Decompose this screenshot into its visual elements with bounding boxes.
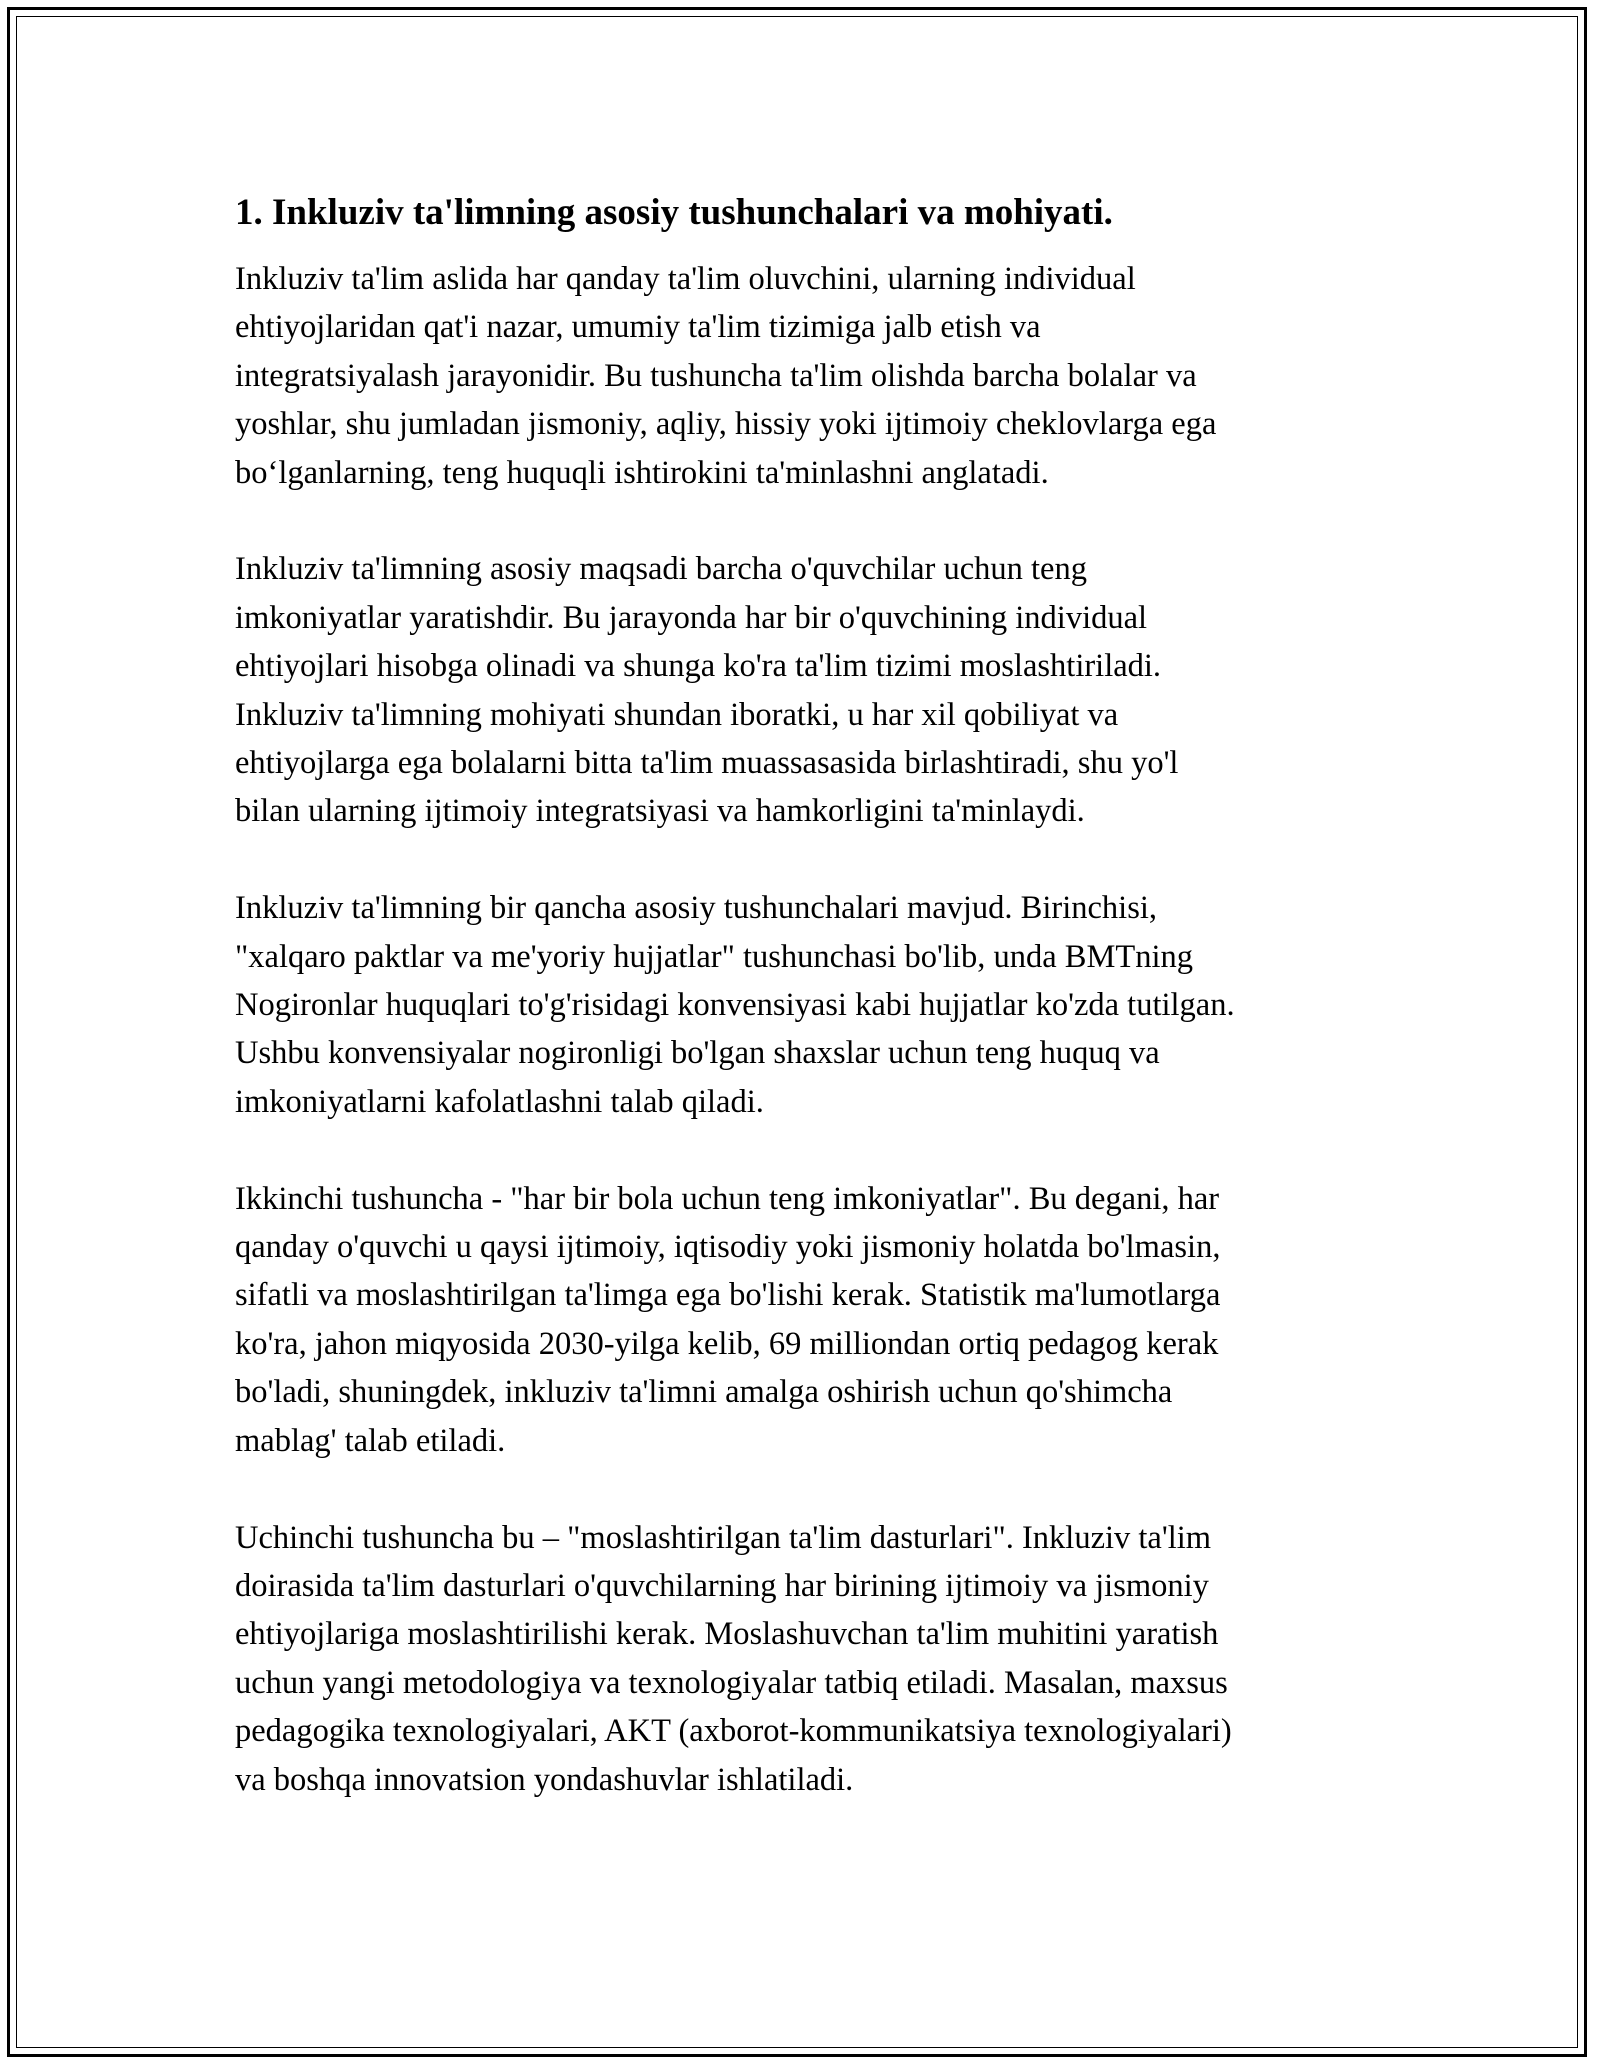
paragraph-3 <box>235 884 1365 1126</box>
paragraph-line: Uchinchi tushuncha bu – "moslashtirilgan ta'lim dasturlari". Inkluziv ta'lim <box>235 1519 1212 1556</box>
paragraph-5 <box>235 1514 1365 1804</box>
paragraph-line: ko'ra, jahon miqyosida 2030-yilga kelib, 69 milliondan ortiq pedagog kerak <box>235 1325 1219 1362</box>
paragraph-line: Inkluziv ta'limning asosiy maqsadi barcha o'quvchilar uchun teng <box>235 551 1087 588</box>
paragraph-line: imkoniyatlar yaratishdir. Bu jarayonda har bir o'quvchining individual <box>235 599 1148 636</box>
paragraph-line: bilan ularning ijtimoiy integratsiyasi va hamkorligini ta'minlaydi. <box>235 793 1085 830</box>
paragraph-line: bo‘lganlarning, teng huquqli ishtirokini ta'minlashni anglatadi. <box>235 454 1049 491</box>
paragraph-line: Inkluziv ta'limning mohiyati shundan iboratki, u har xil qobiliyat va <box>235 696 1119 733</box>
paragraph-line: uchun yangi metodologiya va texnologiyalar tatbiq etiladi. Masalan, maxsus <box>235 1664 1228 1701</box>
paragraph-line: mablag' talab etiladi. <box>235 1422 506 1459</box>
paragraph-line: "xalqaro paktlar va me'yoriy hujjatlar" tushunchasi bo'lib, unda BMTning <box>235 938 1193 975</box>
paragraph-line: Ikkinchi tushuncha - "har bir bola uchun teng imkoniyatlar". Bu degani, har <box>235 1180 1220 1217</box>
paragraph-line: yoshlar, shu jumladan jismoniy, aqliy, hissiy yoki ijtimoiy cheklovlarga ega <box>235 406 1217 443</box>
paragraph-2 <box>235 545 1365 835</box>
paragraph-line: ehtiyojlaridan qat'i nazar, umumiy ta'lim tizimiga jalb etish va <box>235 309 1041 346</box>
paragraph-line: Ushbu konvensiyalar nogironligi bo'lgan shaxslar uchun teng huquq va <box>235 1035 1160 1072</box>
paragraph-1 <box>235 255 1365 497</box>
paragraph-line: ehtiyojlari hisobga olinadi va shunga ko'ra ta'lim tizimi moslashtiriladi. <box>235 648 1162 685</box>
paragraph-line: bo'ladi, shuningdek, inkluziv ta'limni amalga oshirish uchun qo'shimcha <box>235 1374 1173 1411</box>
paragraph-line: integratsiyalash jarayonidir. Bu tushuncha ta'lim olishda barcha bolalar va <box>235 357 1197 394</box>
paragraph-line: pedagogika texnologiyalari, AKT (axborot-kommunikatsiya texnologiyalari) <box>235 1713 1232 1750</box>
paragraph-line: ehtiyojlariga moslashtirilishi kerak. Moslashuvchan ta'lim muhitini yaratish <box>235 1616 1219 1653</box>
paragraph-4 <box>235 1175 1365 1465</box>
document-body <box>235 189 1365 1852</box>
paragraph-line: Nogironlar huquqlari to'g'risidagi konvensiyasi kabi hujjatlar ko'zda tutilgan. <box>235 987 1235 1024</box>
paragraph-line: Inkluziv ta'limning bir qancha asosiy tushunchalari mavjud. Birinchisi, <box>235 890 1157 927</box>
paragraph-line: Inkluziv ta'lim aslida har qanday ta'lim oluvchini, ularning individual <box>235 261 1136 297</box>
paragraph-line: qanday o'quvchi u qaysi ijtimoiy, iqtisodiy yoki jismoniy holatda bo'lmasin, <box>235 1229 1221 1266</box>
paragraph-line: sifatli va moslashtirilgan ta'limga ega bo'lishi kerak. Statistik ma'lumotlarga <box>235 1277 1221 1314</box>
paragraph-line: ehtiyojlarga ega bolalarni bitta ta'lim muassasasida birlashtiradi, shu yo'l <box>235 745 1179 782</box>
paragraph-line: va boshqa innovatsion yondashuvlar ishlatiladi. <box>235 1761 854 1798</box>
section-heading: 1. Inkluziv ta'limning asosiy tushunchalari va mohiyati. <box>235 192 1113 233</box>
paragraph-line: doirasida ta'lim dasturlari o'quvchilarning har birining ijtimoiy va jismoniy <box>235 1567 1209 1604</box>
paragraph-line: imkoniyatlarni kafolatlashni talab qiladi. <box>235 1083 764 1120</box>
